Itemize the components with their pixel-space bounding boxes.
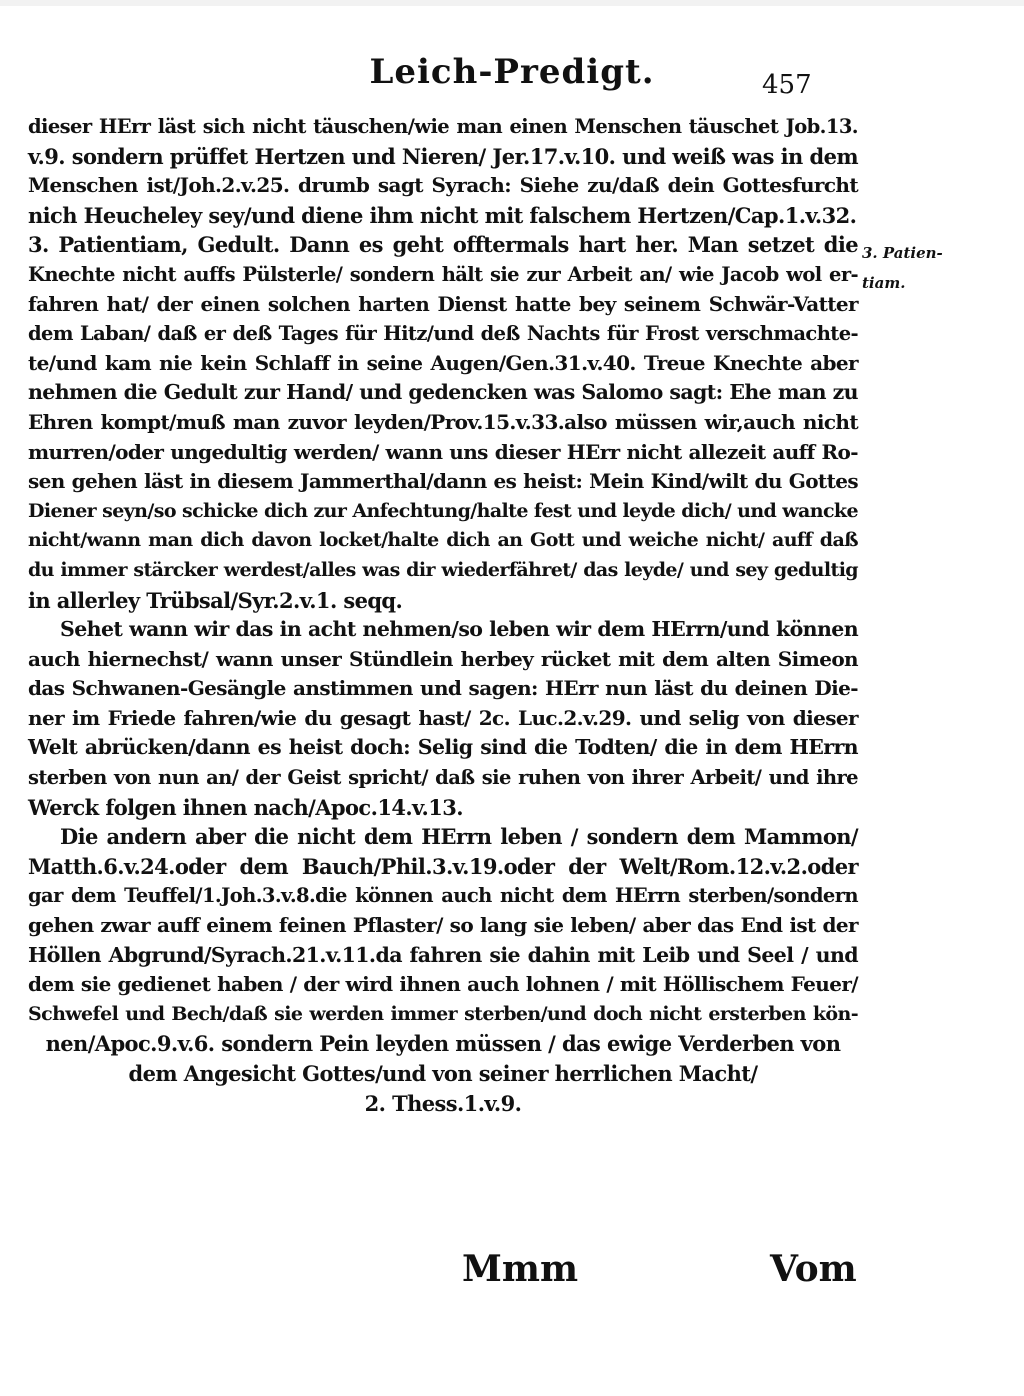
text-line: ner im Friede fahren/wie du gesagt hast/ 2c. Luc.2.v.29. und selig von dieser [28, 705, 858, 730]
text-line: auch hiernechst/ wann unser Stündlein herbey rücket mit dem alten Simeon [28, 646, 858, 671]
text-line: nich Heucheley sey/und diene ihm nicht mit falschem Hertzen/Cap.1.v.32. [28, 202, 857, 228]
page-footer [0, 1248, 1024, 1308]
page-edge [0, 0, 1024, 6]
text-line: Werck folgen ihnen nach/Apoc.14.v.13. [28, 794, 463, 820]
body-text [28, 112, 858, 1118]
text-line: Sehet wann wir das in acht nehmen/so leben wir dem HErrn/und können [60, 617, 858, 642]
text-line: dieser HErr läst sich nicht täuschen/wie man einen Menschen täuschet Job.13. [28, 115, 858, 138]
text-line: Welt abrücken/dann es heist doch: Selig sind die Todten/ die in dem HErrn [28, 735, 858, 760]
text-line: du immer stärcker werdest/alles was dir wiederfähret/ das leyde/ und sey gedultig [28, 558, 858, 581]
text-line: das Schwanen-Gesängle anstimmen und sagen: HErr nun läst du deinen Die- [28, 676, 858, 701]
text-line: nehmen die Gedult zur Hand/ und gedencken was Salomo sagt: Ehe man zu [28, 380, 858, 405]
text-line: dem Laban/ daß er deß Tages für Hitz/und deß Nachts für Frost verschmachte- [28, 322, 858, 346]
text-line: sterben von nun an/ der Geist spricht/ daß sie ruhen von ihrer Arbeit/ und ihre [28, 766, 858, 790]
text-line: Ehren kompt/muß man zuvor leyden/Prov.15.v.33.also müssen wir,auch nicht [28, 409, 858, 434]
margin-note-line: tiam. [862, 274, 906, 292]
text-line: in allerley Trübsal/Syr.2.v.1. seqq. [28, 587, 403, 613]
running-title: Leich-Predigt. [369, 52, 655, 92]
text-line: 2. Thess.1.v.9. [364, 1090, 522, 1116]
text-line: Die andern aber die nicht dem HErrn leben / sondern dem Mammon/ [60, 824, 858, 850]
text-line: te/und kam nie kein Schlaff in seine Augen/Gen.31.v.40. Treue Knechte aber [28, 350, 858, 375]
margin-note [862, 238, 1012, 298]
text-line: Matth.6.v.24.oder dem Bauch/Phil.3.v.19.oder der Welt/Rom.12.v.2.oder [28, 853, 858, 879]
text-line: dem Angesicht Gottes/und von seiner herrlichen Macht/ [128, 1061, 758, 1086]
text-line: sen gehen läst in diesem Jammerthal/dann es heist: Mein Kind/wilt du Gottes [28, 469, 858, 494]
text-line: murren/oder ungedultig werden/ wann uns dieser HErr nicht allezeit auff Ro- [28, 439, 858, 464]
page-number: 457 [762, 70, 812, 100]
signature-mark: Mmm [462, 1248, 579, 1290]
text-line: dem sie gedienet haben / der wird ihnen auch lohnen / mit Höllischem Feuer/ [28, 972, 858, 997]
text-line: fahren hat/ der einen solchen harten Dienst hatte bey seinem Schwär-Vatter [28, 291, 858, 316]
text-line: Schwefel und Bech/daß sie werden immer sterben/und doch nicht ersterben kön- [28, 1002, 858, 1025]
margin-note-line: 3. Patien- [862, 244, 943, 262]
text-line: gehen zwar auff einem feinen Pflaster/ so lang sie leben/ aber das End ist der [28, 913, 858, 938]
catchword: Vom [770, 1248, 857, 1290]
text-line: Diener seyn/so schicke dich zur Anfechtung/halte fest und leyde dich/ und wancke [28, 499, 858, 522]
text-line: 3. Patientiam, Gedult. Dann es geht offtermals hart her. Man setzet die [28, 232, 858, 258]
text-line: v.9. sondern prüffet Hertzen und Nieren/ Jer.17.v.10. und weiß was in dem [28, 143, 858, 169]
text-line: gar dem Teuffel/1.Joh.3.v.8.die können auch nicht dem HErrn sterben/sondern [28, 884, 858, 908]
text-line: Menschen ist/Joh.2.v.25. drumb sagt Syrach: Siehe zu/daß dein Gottesfurcht [28, 173, 858, 198]
text-line: nicht/wann man dich davon locket/halte dich an Gott und weiche nicht/ auff daß [28, 529, 858, 552]
text-line: Knechte nicht auffs Pülsterle/ sondern hält sie zur Arbeit an/ wie Jacob wol er- [28, 262, 858, 286]
text-line: nen/Apoc.9.v.6. sondern Pein leyden müssen / das ewige Verderben von [45, 1031, 841, 1057]
text-line: Höllen Abgrund/Syrach.21.v.11.da fahren sie dahin mit Leib und Seel / und [28, 942, 858, 967]
